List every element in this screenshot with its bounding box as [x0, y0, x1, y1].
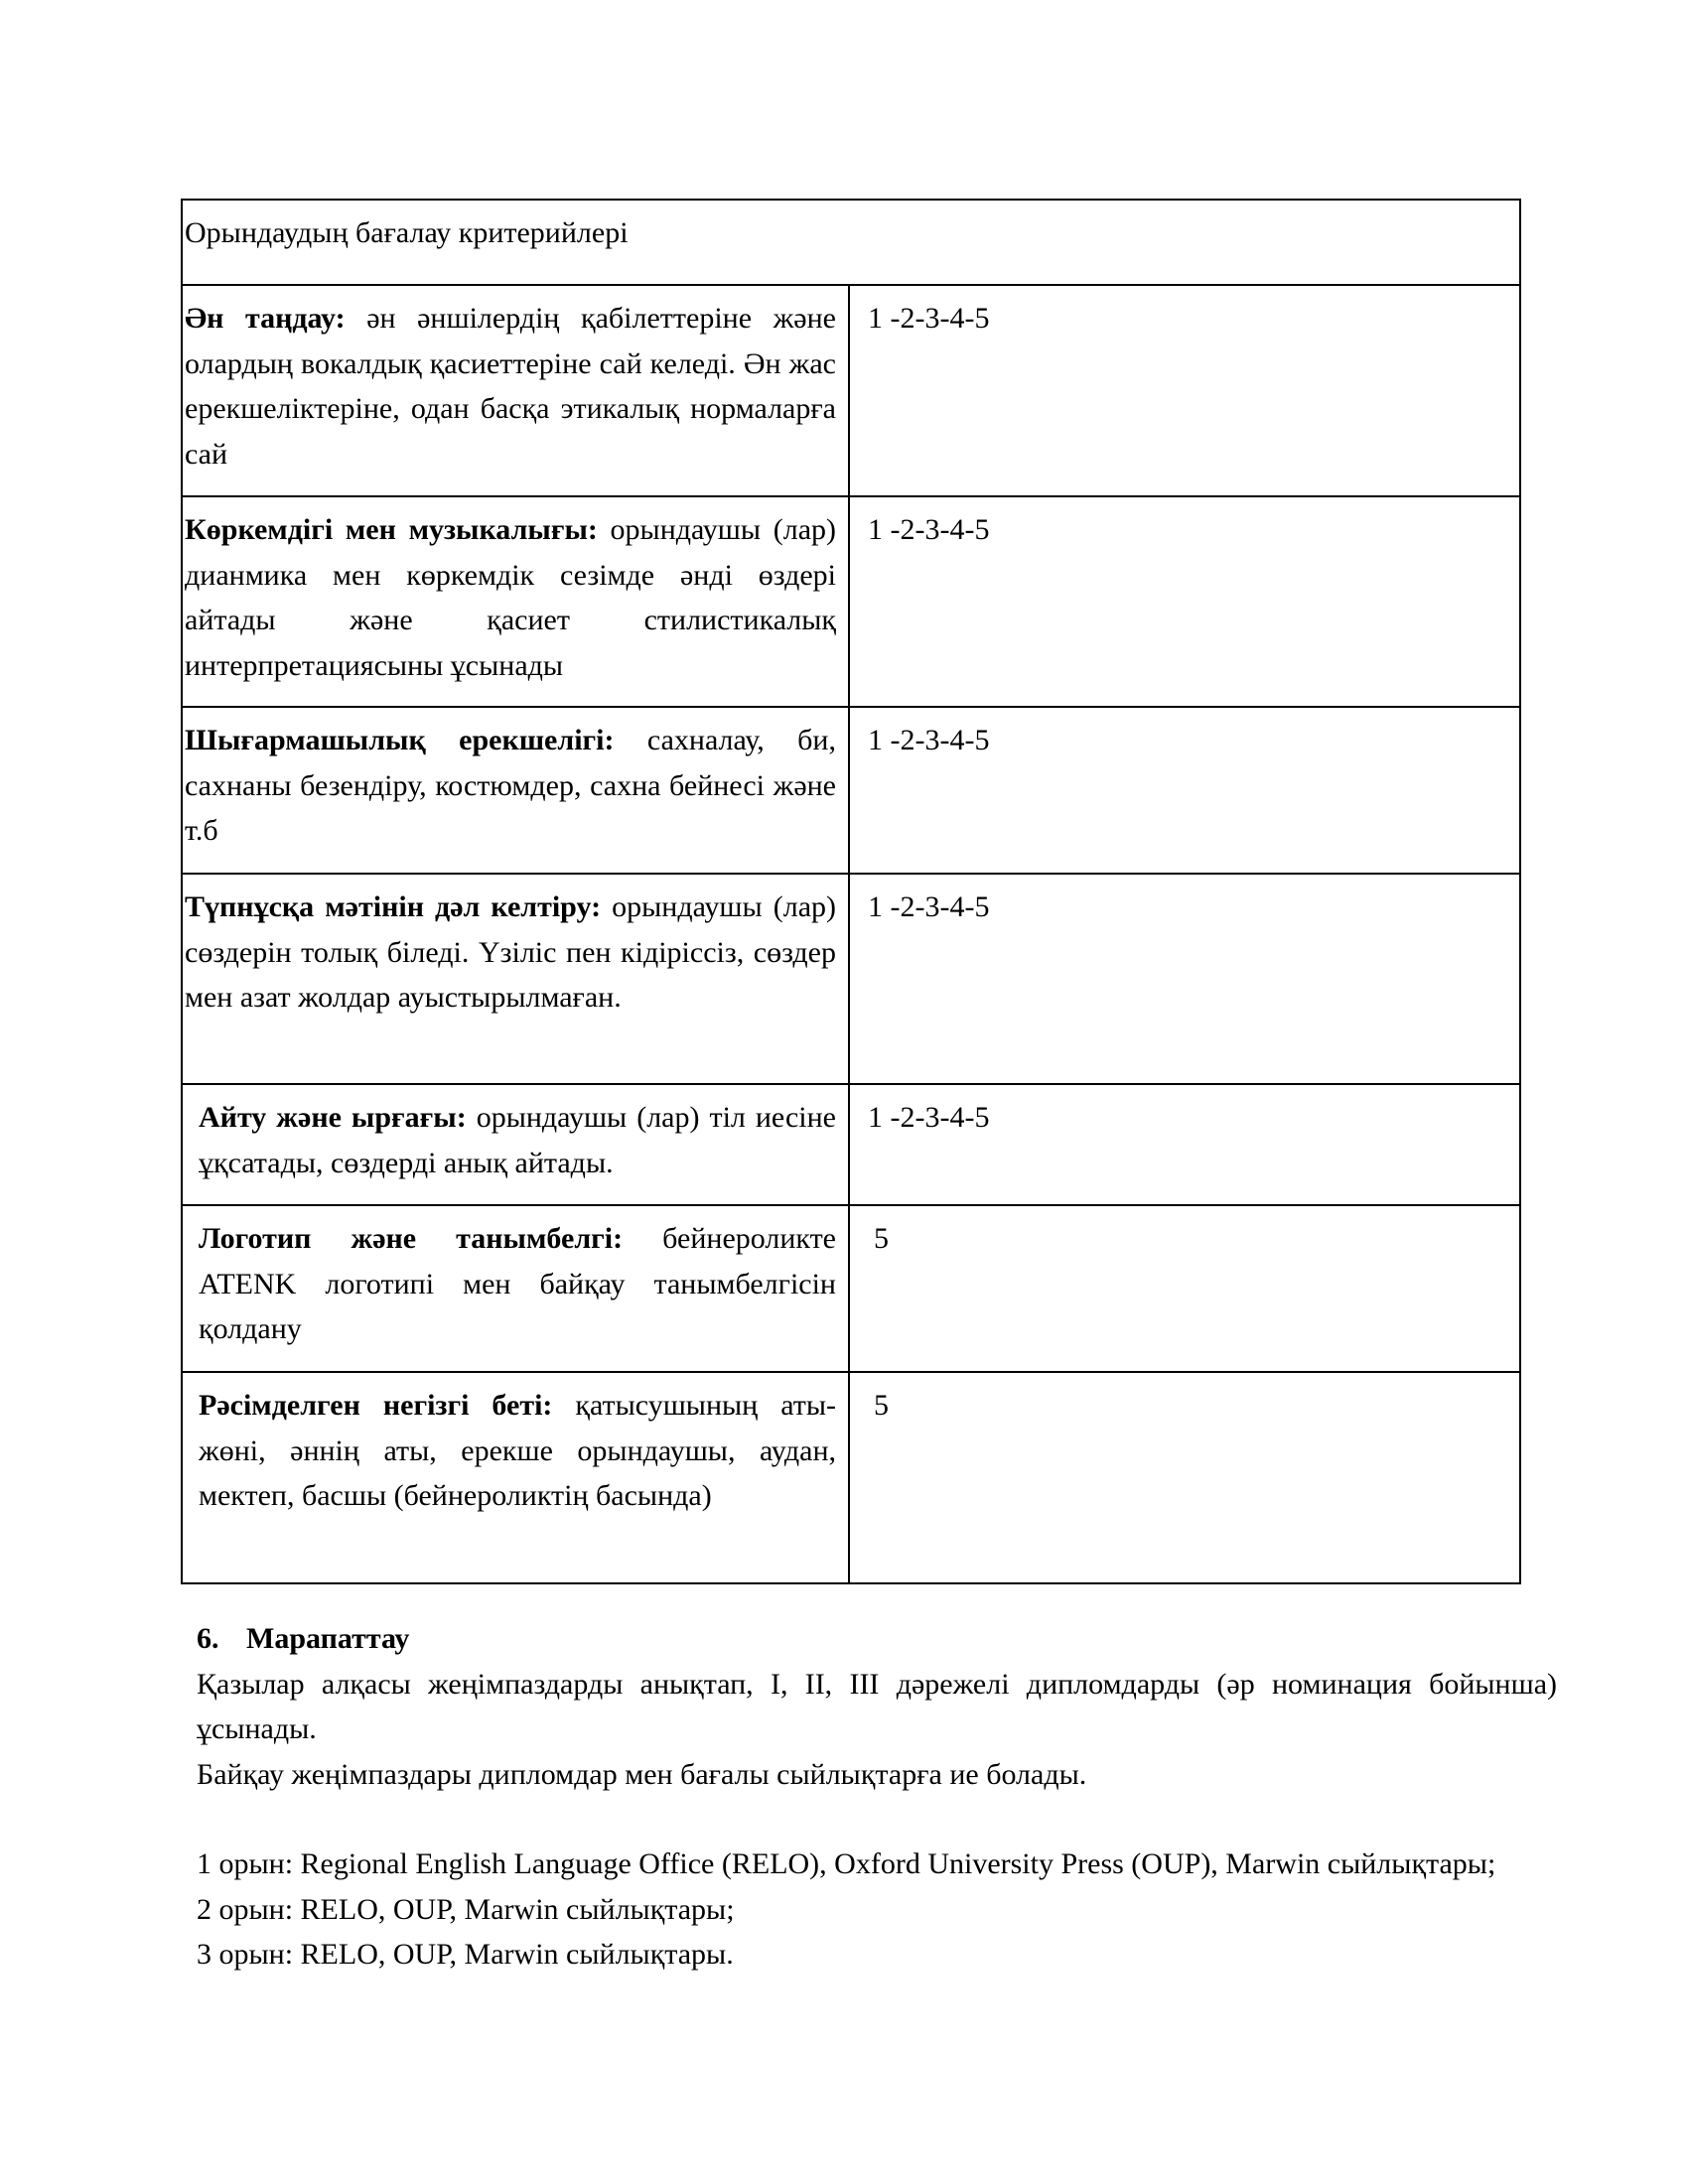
criterion-cell — [182, 1084, 849, 1205]
criterion-text: сахналау, би, сахнаны безендіру, костюмдер, сахна бейнесі және т.б — [185, 724, 836, 847]
awards-paragraph-winners: Байқау жеңімпаздары дипломдар мен бағалы сыйлықтарға ие болады. — [197, 1757, 1087, 1791]
first-place-prizes: 1 орын: Regional English Language Office (RELO), Oxford University Press (OUP), Marwin сыйлықтары; — [197, 1847, 1496, 1880]
table-row — [182, 1205, 1520, 1372]
criterion-title: Логотип және танымбелгі: — [199, 1222, 624, 1255]
score-cell: 1 -2-3-4-5 — [849, 874, 1520, 1084]
criterion-title: Түпнұсқа мәтінін дәл келтіру: — [185, 890, 602, 923]
criterion-text: бейнероликте ATENK логотипі мен байқау танымбелгісін қолдану — [199, 1222, 836, 1345]
score-cell: 5 — [849, 1372, 1520, 1583]
table-row — [182, 1372, 1520, 1583]
paragraph-spacer — [197, 1797, 1557, 1842]
section-title: Марапаттау — [246, 1622, 410, 1655]
table-row — [182, 707, 1520, 874]
score-cell: 1 -2-3-4-5 — [849, 1084, 1520, 1205]
table-row — [182, 1084, 1520, 1205]
score-cell: 5 — [849, 1205, 1520, 1372]
section-heading — [197, 1616, 1557, 1662]
criterion-title: Ән таңдау: — [185, 302, 346, 335]
criterion-title: Көркемдігі мен музыкалығы: — [185, 513, 598, 546]
score-cell: 1 -2-3-4-5 — [849, 707, 1520, 874]
criterion-text: ән әншілердің қабілеттеріне және олардың вокалдық қасиеттеріне сай келеді. Ән жас ерекшеліктеріне, одан басқа этикалық нормаларға сай — [185, 302, 836, 471]
criterion-text: орындаушы (лар) дианмика мен көркемдік сезімде әнді өздері айтады және қасиет стилистикалық интерпретациясыны ұсынады — [185, 513, 837, 682]
score-cell: 1 -2-3-4-5 — [849, 285, 1520, 496]
criterion-title: Шығармашылық ерекшелігі: — [185, 724, 615, 756]
awards-paragraph-jury: Қазылар алқасы жеңімпаздарды анықтап, I, II, III дәрежелі дипломдарды (әр номинация бойынша) ұсынады. — [197, 1667, 1557, 1745]
table-row — [182, 285, 1520, 496]
criterion-text: орындаушы (лар) сөздерін толық біледі. Үзіліс пен кідіріссіз, сөздер мен азат жолдар ауыстырылмаған. — [185, 890, 836, 1014]
criterion-cell — [182, 1205, 849, 1372]
criterion-title: Рәсімделген негізгі беті: — [199, 1389, 553, 1422]
table-row — [182, 874, 1520, 1084]
criterion-cell — [182, 707, 849, 874]
criterion-text: орындаушы (лар) тіл иесіне ұқсатады, сөздерді анық айтады. — [199, 1101, 836, 1179]
criterion-cell — [182, 874, 849, 1084]
section-number: 6. — [197, 1622, 219, 1655]
criterion-cell — [182, 496, 849, 707]
score-cell: 1 -2-3-4-5 — [849, 496, 1520, 707]
criterion-cell — [182, 1372, 849, 1583]
table-row — [182, 496, 1520, 707]
awards-section — [197, 1616, 1557, 1978]
criterion-title: Айту және ырғағы: — [199, 1101, 467, 1134]
criterion-cell — [182, 285, 849, 496]
third-place-prizes: 3 орын: RELO, OUP, Marwin сыйлықтары. — [197, 1938, 734, 1971]
evaluation-criteria-table — [181, 199, 1521, 1584]
table-header-row — [182, 200, 1520, 285]
second-place-prizes: 2 орын: RELO, OUP, Marwin сыйлықтары; — [197, 1892, 735, 1926]
table-header: Орындаудың бағалау критерийлері — [182, 200, 1520, 285]
criterion-text: қатысушының аты-жөні, әннің аты, ерекше орындаушы, аудан, мектеп, басшы (бейнероликтің басында) — [199, 1389, 836, 1512]
